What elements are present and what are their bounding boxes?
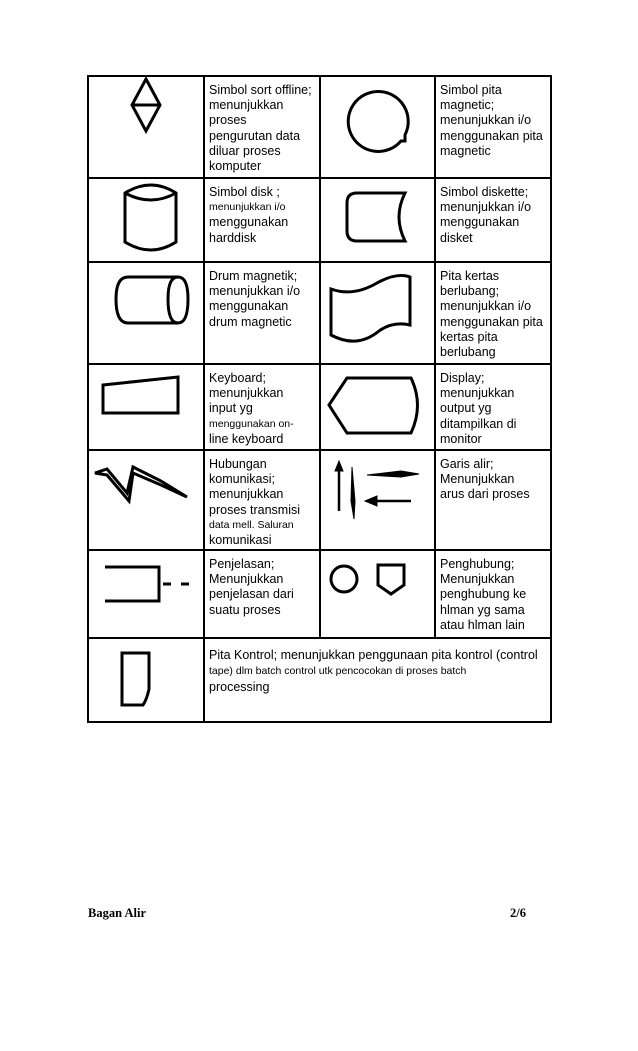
symbol-cell bbox=[320, 364, 435, 450]
desc-line: menggunakan pita bbox=[440, 128, 543, 143]
desc-line: monitor bbox=[440, 431, 482, 446]
desc-line: Hubungan bbox=[209, 457, 267, 471]
desc-line: Menunjukkan bbox=[440, 472, 515, 487]
table-row bbox=[88, 638, 551, 722]
desc-line: data mell. Saluran bbox=[209, 518, 294, 531]
symbol-cell bbox=[88, 364, 204, 450]
desc-line: berlubang bbox=[440, 345, 496, 360]
desc-line: Simbol pita bbox=[440, 83, 502, 97]
desc-line: proses transmisi bbox=[209, 502, 300, 517]
symbol-cell bbox=[320, 450, 435, 550]
desc-line: magnetic; bbox=[440, 98, 495, 113]
annotation-icon bbox=[89, 551, 203, 637]
desc-line: menunjukkan i/o bbox=[209, 201, 286, 214]
desc-line: menggunakan bbox=[209, 215, 289, 230]
sort-offline-icon bbox=[89, 77, 203, 177]
desc-line: ditampilkan di bbox=[440, 416, 517, 431]
symbol-description bbox=[204, 450, 320, 550]
desc-line: diluar proses bbox=[209, 143, 281, 158]
desc-line: Garis alir; bbox=[440, 457, 494, 471]
symbol-cell bbox=[88, 262, 204, 364]
desc-line: komunikasi; bbox=[209, 472, 275, 487]
desc-line: Menunjukkan bbox=[209, 572, 284, 587]
desc-line: processing bbox=[209, 680, 270, 694]
symbol-description bbox=[204, 178, 320, 262]
desc-line: hlman yg sama bbox=[440, 602, 525, 617]
table-row bbox=[88, 76, 551, 178]
desc-line: menunjukkan bbox=[209, 386, 284, 401]
connector-icon bbox=[321, 551, 434, 637]
keyboard-icon bbox=[89, 365, 203, 449]
desc-line: drum magnetic bbox=[209, 314, 292, 329]
desc-line: Penjelasan; bbox=[209, 557, 275, 571]
symbol-cell bbox=[88, 76, 204, 178]
magnetic-tape-icon bbox=[321, 77, 434, 177]
table-row bbox=[88, 450, 551, 550]
desc-line: Menunjukkan bbox=[440, 572, 515, 587]
desc-line: menunjukkan i/o bbox=[440, 299, 532, 314]
desc-line: output yg bbox=[440, 401, 492, 416]
symbol-description bbox=[435, 76, 551, 178]
flow-line-icon bbox=[321, 451, 434, 549]
symbol-description bbox=[435, 262, 551, 364]
desc-line: berlubang; bbox=[440, 284, 500, 299]
desc-line: Simbol sort offline; bbox=[209, 83, 312, 97]
symbol-cell bbox=[88, 550, 204, 638]
desc-line: Pita Kontrol; menunjukkan penggunaan pita kontrol (control bbox=[209, 648, 538, 662]
symbol-cell bbox=[320, 178, 435, 262]
symbol-description bbox=[435, 450, 551, 550]
desc-line: menggunakan pita bbox=[440, 314, 543, 329]
desc-line: Display; bbox=[440, 371, 485, 385]
table-row bbox=[88, 178, 551, 262]
punched-paper-tape-icon bbox=[321, 263, 434, 363]
desc-line: pengurutan data bbox=[209, 128, 301, 143]
symbol-description bbox=[204, 638, 551, 722]
magnetic-drum-icon bbox=[89, 263, 203, 363]
symbol-description bbox=[435, 178, 551, 262]
symbol-cell bbox=[88, 178, 204, 262]
table-row bbox=[88, 364, 551, 450]
page-number: 2/6 bbox=[510, 906, 526, 920]
symbol-description bbox=[204, 262, 320, 364]
desc-line: menggunakan on- bbox=[209, 417, 294, 430]
desc-line: line keyboard bbox=[209, 431, 284, 446]
diskette-icon bbox=[321, 179, 434, 261]
symbol-cell bbox=[320, 550, 435, 638]
desc-line: magnetic bbox=[440, 143, 491, 158]
desc-line: arus dari proses bbox=[440, 487, 530, 502]
communication-link-icon bbox=[89, 451, 203, 549]
desc-line: Penghubung; bbox=[440, 557, 515, 571]
flowchart-symbols-table bbox=[87, 75, 552, 723]
footer-title: Bagan Alir bbox=[88, 906, 146, 920]
disk-icon bbox=[89, 179, 203, 261]
desc-line: Simbol disk ; bbox=[209, 185, 280, 199]
symbol-description bbox=[435, 550, 551, 638]
desc-line: komputer bbox=[209, 159, 262, 174]
display-icon bbox=[321, 365, 434, 449]
desc-line: penghubung ke bbox=[440, 587, 527, 602]
desc-line: harddisk bbox=[209, 230, 257, 245]
desc-line: menunjukkan bbox=[440, 386, 515, 401]
desc-line: tape) dlm batch control utk pencocokan di proses batch bbox=[209, 665, 467, 677]
desc-line: suatu proses bbox=[209, 602, 281, 617]
symbol-description bbox=[204, 364, 320, 450]
symbol-cell bbox=[88, 638, 204, 722]
desc-line: input yg bbox=[209, 401, 253, 416]
symbol-cell bbox=[88, 450, 204, 550]
desc-line: penjelasan dari bbox=[209, 587, 294, 602]
desc-line: disket bbox=[440, 230, 473, 245]
desc-line: menggunakan bbox=[440, 215, 520, 230]
desc-line: menunjukkan i/o bbox=[440, 113, 532, 128]
symbol-cell bbox=[320, 262, 435, 364]
desc-line: Pita kertas bbox=[440, 269, 500, 283]
desc-line: menunjukkan i/o bbox=[440, 200, 532, 215]
table-row bbox=[88, 262, 551, 364]
desc-line: menunjukkan bbox=[209, 98, 284, 113]
desc-line: Keyboard; bbox=[209, 371, 266, 385]
desc-line: proses bbox=[209, 113, 247, 128]
desc-line: menunjukkan i/o bbox=[209, 284, 301, 299]
symbol-description bbox=[204, 76, 320, 178]
desc-line: Drum magnetik; bbox=[209, 269, 298, 283]
desc-line: komunikasi bbox=[209, 533, 272, 548]
symbol-cell bbox=[320, 76, 435, 178]
desc-line: menggunakan bbox=[209, 299, 289, 314]
desc-line: menunjukkan bbox=[209, 487, 284, 502]
symbol-description bbox=[204, 550, 320, 638]
control-tape-icon bbox=[89, 639, 203, 721]
symbol-description bbox=[435, 364, 551, 450]
desc-line: atau hlman lain bbox=[440, 617, 525, 632]
table-row bbox=[88, 550, 551, 638]
desc-line: Simbol diskette; bbox=[440, 185, 529, 199]
desc-line: kertas pita bbox=[440, 329, 498, 344]
